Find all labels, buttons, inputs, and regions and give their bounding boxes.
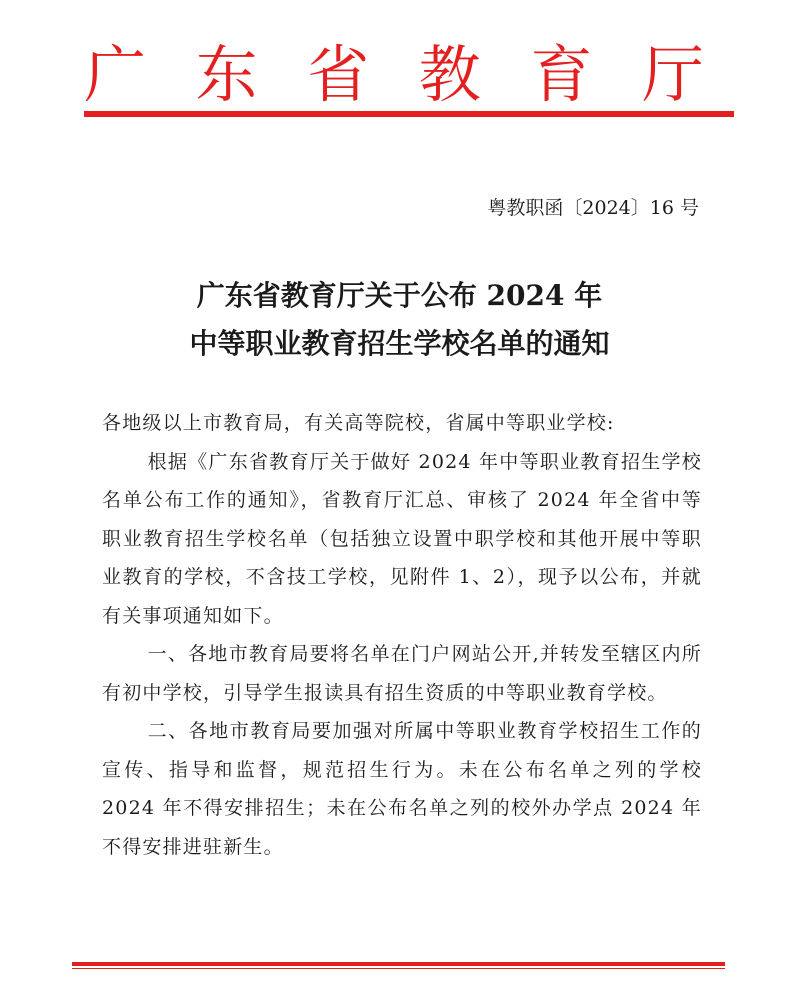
letterhead-divider — [84, 111, 734, 117]
letterhead — [84, 40, 704, 110]
document-title — [0, 272, 799, 368]
salutation: 各地级以上市教育局，有关高等院校，省属中等职业学校: — [102, 412, 615, 434]
letterhead-char: 东 — [195, 38, 258, 111]
document-number: 粤教职函〔2024〕16 号 — [487, 197, 699, 219]
body-paragraph: 根据《广东省教育厅关于做好 2024 年中等职业教育招生学校名单公布工作的通知》，省教育厅汇总、审核了 2024 年全省中等职业教育招生学校名单（包括独立设置中职学校和其他开展中等职业教育的学校，不含技工学校，见附件 1、2），现予以公布，并就有关事项通知如下。 — [102, 450, 702, 627]
letterhead-char: 教 — [418, 38, 481, 111]
letterhead-char: 省 — [307, 38, 370, 111]
letterhead-char: 厅 — [641, 38, 704, 111]
document-title-line: 中等职业教育招生学校名单的通知 — [189, 327, 610, 360]
body-paragraph: 二、各地市教育局要加强对所属中等职业教育学校招生工作的宣传、指导和监督，规范招生行为。未在公布名单之列的学校 2024 年不得安排招生；未在公布名单之列的校外办学点 2024 年不得安排进驻新生。 — [102, 720, 702, 858]
letterhead-char: 广 — [84, 38, 147, 111]
document-body — [102, 404, 702, 866]
footer-divider-thick — [72, 962, 725, 966]
footer-divider-thin — [72, 968, 725, 969]
letterhead-char: 育 — [530, 38, 593, 111]
document-title-line: 广东省教育厅关于公布 2024 年 — [196, 279, 603, 312]
body-paragraph: 一、各地市教育局要将名单在门户网站公开,并转发至辖区内所有初中学校，引导学生报读具有招生资质的中等职业教育学校。 — [102, 643, 702, 704]
